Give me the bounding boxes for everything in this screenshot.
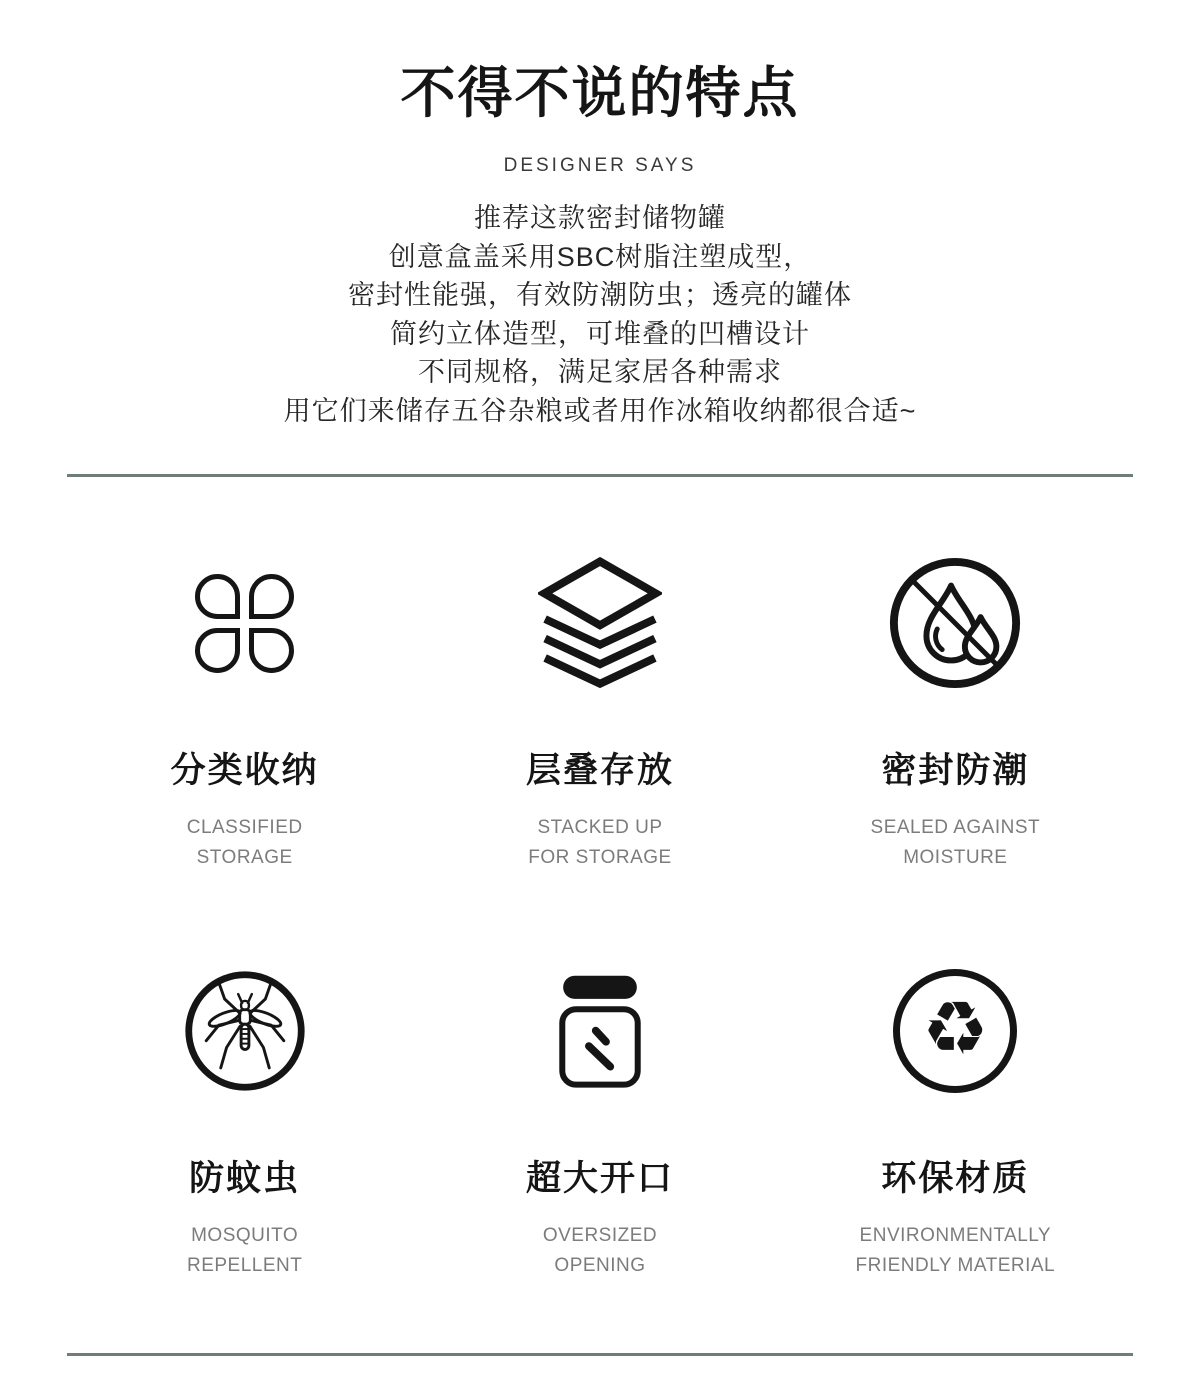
product-description <box>0 199 1200 430</box>
feature-subtitle-en: STACKED UP FOR STORAGE <box>528 817 672 869</box>
clover-icon <box>195 574 294 673</box>
subtitle-designer-says: DESIGNER SAYS <box>503 155 697 177</box>
feature-mosquito-repellent <box>67 873 422 1281</box>
jar-icon <box>552 973 648 1090</box>
description-line: 创意盒盖采用SBC树脂注塑成型， <box>388 241 812 272</box>
recycle-glyph: ♻ <box>922 986 989 1073</box>
feature-stacked-storage <box>422 477 777 873</box>
feature-title-zh: 防蚊虫 <box>189 1159 301 1199</box>
description-line: 不同规格，满足家居各种需求 <box>418 357 782 388</box>
feature-sealed-moisture <box>778 477 1133 873</box>
description-line: 用它们来储存五谷杂粮或者用作冰箱收纳都很合适~ <box>283 395 917 426</box>
description-line: 密封性能强，有效防潮防虫；透亮的罐体 <box>348 280 852 311</box>
feature-title-zh: 超大开口 <box>525 1159 674 1199</box>
feature-subtitle-en: OVERSIZED OPENING <box>542 1225 658 1277</box>
page-title: 不得不说的特点 <box>400 62 800 124</box>
feature-subtitle-en: CLASSIFIED STORAGE <box>186 817 303 869</box>
no-moisture-icon <box>886 554 1024 692</box>
bottom-divider <box>67 1353 1133 1356</box>
feature-grid <box>67 477 1133 1281</box>
feature-title-zh: 层叠存放 <box>525 751 674 791</box>
layers-icon <box>538 557 662 690</box>
feature-subtitle-en: MOSQUITO REPELLENT <box>186 1225 303 1277</box>
mosquito-icon <box>181 967 309 1095</box>
feature-oversized-opening <box>422 873 777 1281</box>
feature-title-zh: 分类收纳 <box>170 751 319 791</box>
feature-title-zh: 环保材质 <box>881 1159 1030 1199</box>
feature-title-zh: 密封防潮 <box>881 751 1030 791</box>
feature-subtitle-en: ENVIRONMENTALLY FRIENDLY MATERIAL <box>855 1225 1056 1277</box>
description-line: 简约立体造型，可堆叠的凹槽设计 <box>390 318 810 349</box>
description-line: 推荐这款密封储物罐 <box>474 203 726 234</box>
feature-classified-storage <box>67 477 422 873</box>
feature-eco-material <box>778 873 1133 1281</box>
feature-subtitle-en: SEALED AGAINST MOISTURE <box>870 817 1041 869</box>
section-header <box>0 0 1200 177</box>
recycle-icon <box>893 969 1017 1093</box>
